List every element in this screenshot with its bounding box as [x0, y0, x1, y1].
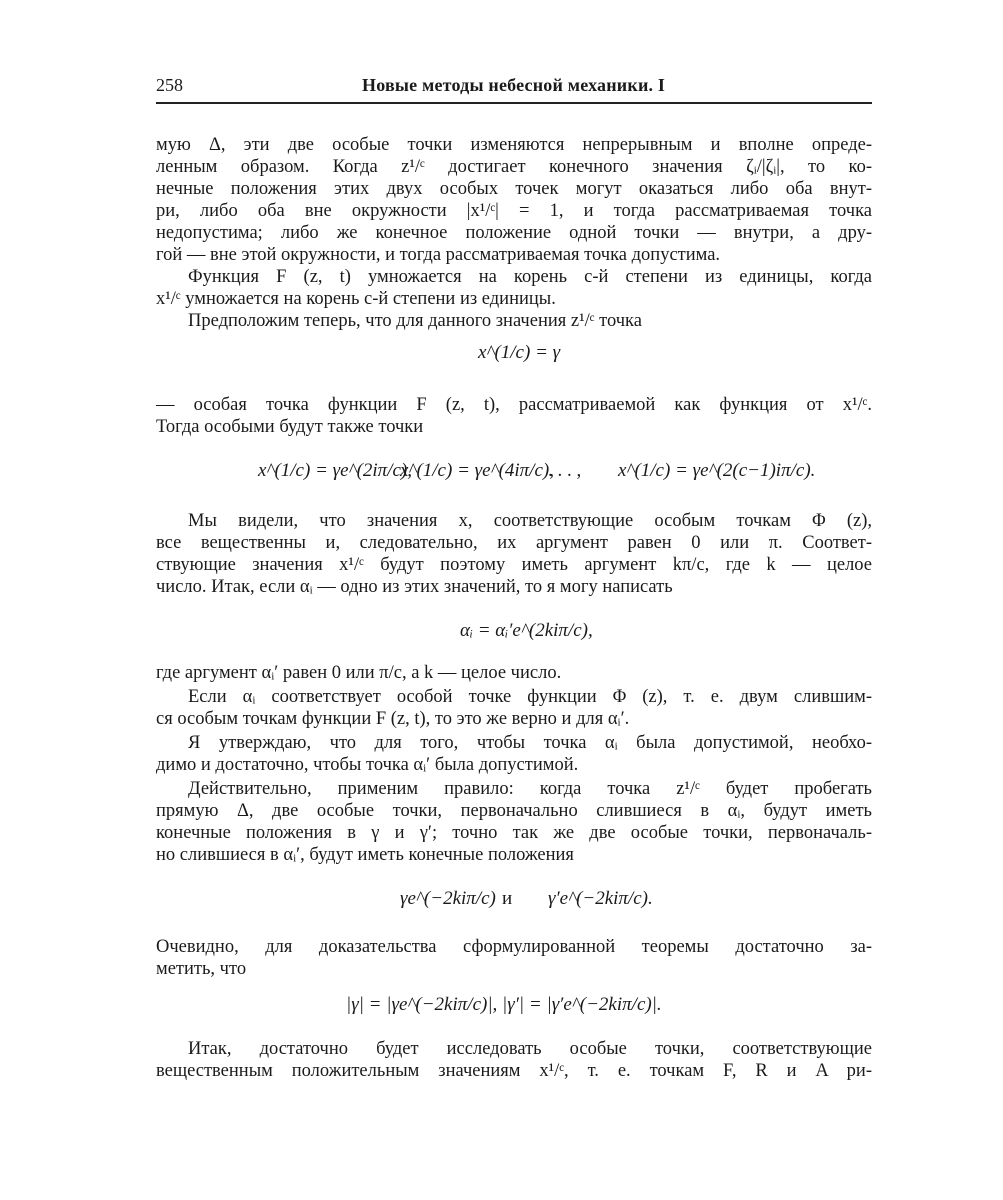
text-line: вещественным положительным значениям x¹/ᶜ, т. е. точкам F, R и A ри- — [156, 1061, 872, 1081]
text-line: ленным образом. Когда z¹/ᶜ достигает конечного значения ζᵢ/|ζᵢ|, то ко- — [156, 157, 872, 177]
text-line: метить, что — [156, 959, 247, 979]
equation-4-and: и — [502, 888, 513, 909]
equation-2a: x^(1/c) = γe^(2iπ/c), — [258, 460, 412, 481]
equation-4a: γe^(−2kiπ/c) — [400, 888, 496, 909]
text-line: димо и достаточно, чтобы точка αᵢ′ была допустимой. — [156, 755, 579, 775]
equation-2b: x^(1/c) = γe^(4iπ/c), — [400, 460, 554, 481]
text-line: мую Δ, эти две особые точки изменяются непрерывным и вполне опреде- — [156, 135, 872, 155]
page-number: 258 — [156, 75, 183, 95]
text-line: конечные положения в γ и γ′; точно так же две особые точки, первоначаль- — [156, 823, 872, 843]
equation-3: αᵢ = αᵢ′e^(2kiπ/c), — [460, 620, 593, 641]
running-title: Новые методы небесной механики. I — [362, 75, 666, 95]
text-line: число. Итак, если αᵢ — одно из этих значений, то я могу написать — [156, 577, 673, 597]
text-line: Я утверждаю, что для того, чтобы точка αᵢ была допустимой, необхо- — [188, 733, 872, 753]
text-line: Действительно, применим правило: когда точка z¹/ᶜ будет пробегать — [188, 779, 872, 799]
text-line: ствующие значения x¹/ᶜ будут поэтому иметь аргумент kπ/c, где k — целое — [156, 555, 872, 575]
text-line: Если αᵢ соответствует особой точке функции Φ (z), т. е. двум слившим- — [188, 687, 872, 707]
text-line: недопустима; либо же конечное положение одной точки — внутри, а дру- — [156, 223, 872, 243]
equation-1: x^(1/c) = γ — [478, 342, 561, 363]
text-line: все вещественны и, следовательно, их аргумент равен 0 или π. Соответ- — [156, 533, 872, 553]
page-header — [156, 75, 872, 101]
equation-2c: x^(1/c) = γe^(2(c−1)iπ/c). — [618, 460, 816, 481]
text-line: Мы видели, что значения x, соответствующие особым точкам Φ (z), — [188, 511, 872, 531]
text-line: Итак, достаточно будет исследовать особые точки, соответствующие — [188, 1039, 872, 1059]
text-line: x¹/ᶜ умножается на корень c-й степени из единицы. — [156, 289, 556, 309]
equation-5: |γ| = |γe^(−2kiπ/c)|, |γ′| = |γ′e^(−2kiπ/c)|. — [346, 994, 662, 1015]
text-line: Очевидно, для доказательства сформулированной теоремы достаточно за- — [156, 937, 872, 957]
text-line: прямую Δ, две особые точки, первоначально слившиеся в αᵢ, будут иметь — [156, 801, 872, 821]
equation-4b: γ′e^(−2kiπ/c). — [548, 888, 653, 909]
text-line: где аргумент αᵢ′ равен 0 или π/c, а k — целое число. — [156, 663, 562, 683]
text-line: ся особым точкам функции F (z, t), то это же верно и для αᵢ′. — [156, 709, 630, 729]
text-line: нечные положения этих двух особых точек могут оказаться либо оба внут- — [156, 179, 872, 199]
text-line: Тогда особыми будут также точки — [156, 417, 424, 437]
text-line: Предположим теперь, что для данного значения z¹/ᶜ точка — [188, 311, 642, 331]
equation-2-ellipsis: . . . , — [548, 460, 582, 481]
text-line: гой — вне этой окружности, и тогда рассматриваемая точка допустима. — [156, 245, 721, 265]
text-line: — особая точка функции F (z, t), рассматриваемой как функция от x¹/ᶜ. — [156, 395, 872, 415]
text-line: но слившиеся в αᵢ′, будут иметь конечные положения — [156, 845, 574, 865]
header-rule — [156, 102, 872, 104]
text-line: Функция F (z, t) умножается на корень c-й степени из единицы, когда — [188, 267, 872, 287]
text-line: ри, либо оба вне окружности |x¹/ᶜ| = 1, и тогда рассматриваемая точка — [156, 201, 872, 221]
